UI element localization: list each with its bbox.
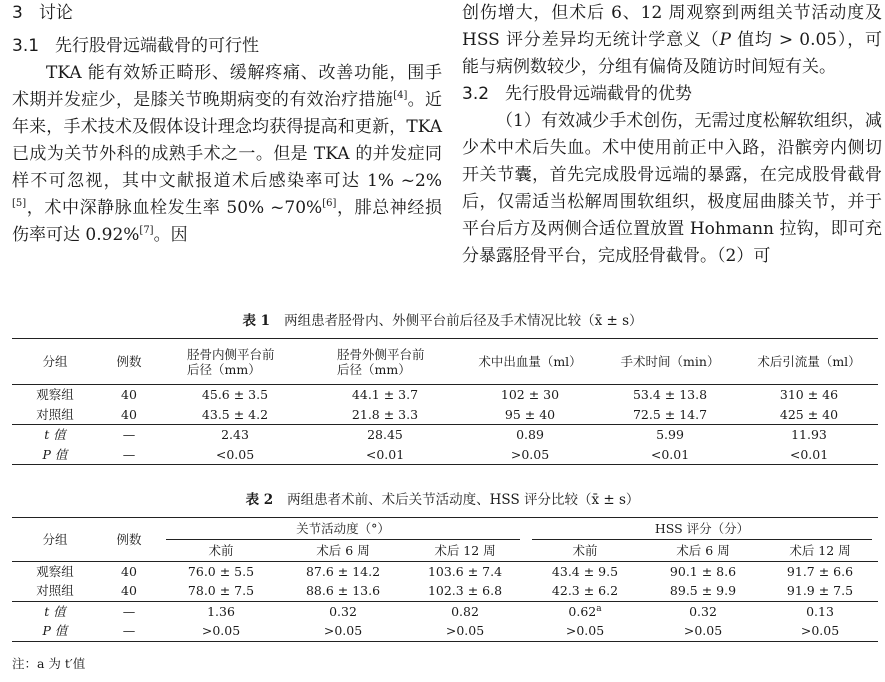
table2-label: 表 2 <box>245 492 274 508</box>
table-cell: 40 <box>121 563 137 579</box>
table-cell: 78.0 ± 7.5 <box>187 583 255 599</box>
paragraph-continued <box>462 0 882 81</box>
table-cell: >0.05 <box>644 621 762 641</box>
table-cell: 53.4 ± 13.8 <box>632 387 708 403</box>
table1 <box>12 338 878 465</box>
subsection-heading-3-1 <box>12 33 442 60</box>
subsection-title: 先行股骨远端截骨的优势 <box>505 84 693 104</box>
table-cell: >0.05 <box>460 445 600 465</box>
p-symbol: P <box>719 30 731 50</box>
table1-caption <box>0 312 885 330</box>
table-footnote: 注：a 为 t′值 <box>12 656 86 671</box>
table-cell: 102 ± 30 <box>500 387 560 403</box>
table2-caption <box>0 491 885 509</box>
table2-row-t-value <box>12 601 878 621</box>
table-cell: 76.0 ± 5.5 <box>187 563 255 579</box>
citation-4: [4] <box>393 90 408 101</box>
table2-header-cell: 术后 6 周 <box>644 540 762 561</box>
table-cell: 310 ± 46 <box>779 387 839 403</box>
table1-header-cell: 手术时间（min） <box>600 339 740 385</box>
table2-header-cell: 分组 <box>12 518 98 562</box>
table2-header-cell: 例数 <box>98 518 160 562</box>
paragraph-text: 创伤增大，但术后 6、12 周观察到两组关节活动度及 HSS 评分差异均无统计学意义（ <box>462 3 882 50</box>
table-cell: <0.01 <box>600 445 740 465</box>
table1-header-cell: 例数 <box>98 339 160 385</box>
table2-row-control <box>12 581 878 601</box>
table-cell: 40 <box>121 406 137 422</box>
table-cell: >0.05 <box>160 621 282 641</box>
table2-header-group-rom: 关节活动度（°） <box>160 518 526 541</box>
table-cell: 88.6 ± 13.6 <box>305 583 381 599</box>
table1-header-row <box>12 339 878 385</box>
table2-header-cell: 术前 <box>526 540 644 561</box>
table-cell: 0.32 <box>282 601 404 621</box>
table-cell: 425 ± 40 <box>779 406 839 422</box>
table-cell: 72.5 ± 14.7 <box>632 406 708 422</box>
section-title: 讨论 <box>38 3 73 23</box>
table-cell: 40 <box>121 583 137 599</box>
table2-header-cell: 术后 12 周 <box>404 540 526 561</box>
table-cell: <0.01 <box>310 445 460 465</box>
table1-header-cell: 分组 <box>12 339 98 385</box>
table-cell: 0.82 <box>404 601 526 621</box>
right-text-column <box>462 0 882 270</box>
table-cell: 5.99 <box>600 425 740 445</box>
table-cell: — <box>98 425 160 445</box>
table-cell: t 值 <box>12 601 98 621</box>
subsection-heading-3-2 <box>462 81 882 108</box>
table-cell: 102.3 ± 6.8 <box>427 583 503 599</box>
paragraph-advantages: （1）有效减少手术创伤，无需过度松解软组织，减少术中术后失血。术中使用前正中入路，沿髌旁内侧切开关节囊，首先完成股骨远端的暴露，在完成股骨截骨后，仅需适当松解周围软组织，极度屈曲膝关节，并于平台后方及两侧合适位置放置 Hohmann 拉钩，即可充分暴露胫骨平台，完成胫骨截骨。（2）可 <box>462 111 882 266</box>
footnote-marker-a: a <box>596 603 602 614</box>
table-cell: 0.13 <box>762 601 878 621</box>
table2-header-group-hss: HSS 评分（分） <box>526 518 878 541</box>
paragraph-text: 。因 <box>153 225 188 245</box>
table-cell: <0.01 <box>740 445 878 465</box>
table-cell: 对照组 <box>36 406 74 422</box>
citation-5: [5] <box>12 198 27 209</box>
table-cell: 43.4 ± 9.5 <box>551 563 619 579</box>
table1-header-cell: 术后引流量（ml） <box>740 339 878 385</box>
table-cell: 0.89 <box>460 425 600 445</box>
table-cell: 对照组 <box>36 583 74 599</box>
table-cell: 45.6 ± 3.5 <box>201 387 269 403</box>
table-cell: 0.32 <box>644 601 762 621</box>
paragraph-text: ，腓总神经损伤率可达 0.92% <box>12 198 442 245</box>
paragraph-text: 值均 > 0.05），可能与病例数较少，分组有偏倚及随访时间短有关。 <box>462 30 882 77</box>
citation-7: [7] <box>139 225 154 236</box>
table2-header-row-1 <box>12 518 878 541</box>
table-cell: — <box>98 601 160 621</box>
table1-row-control <box>12 405 878 425</box>
table-cell: 91.9 ± 7.5 <box>786 583 854 599</box>
table-cell: 11.93 <box>740 425 878 445</box>
table1-row-observation <box>12 385 878 405</box>
table-cell: <0.05 <box>160 445 310 465</box>
table2-header-cell: 术前 <box>160 540 282 561</box>
paragraph-text: ，术中深静脉血栓发生率 50% ~70% <box>26 198 323 218</box>
table-cell: 21.8 ± 3.3 <box>351 406 419 422</box>
table-cell: 91.7 ± 6.6 <box>786 563 854 579</box>
table-cell: 观察组 <box>36 387 74 403</box>
table1-header-cell: 术中出血量（ml） <box>460 339 600 385</box>
citation-6: [6] <box>322 198 337 209</box>
paragraph-text: 。近年来，手术技术及假体设计理念均获得提高和更新，TKA 已成为关节外科的成熟手术之一。但是 TKA 的并发症同样不可忽视，其中文献报道术后感染率可达 1% ~2% <box>12 90 443 191</box>
table-cell: 42.3 ± 6.2 <box>551 583 619 599</box>
table-cell: 43.5 ± 4.2 <box>201 406 269 422</box>
table1-header-cell: 胫骨内侧平台前后径（mm） <box>160 339 310 385</box>
table-cell: — <box>98 445 160 465</box>
table-cell: >0.05 <box>762 621 878 641</box>
table2-row-p-value <box>12 621 878 641</box>
table-cell: t 值 <box>12 425 98 445</box>
table2-title: 两组患者术前、术后关节活动度、HSS 评分比较（x̄ ± s） <box>287 492 640 508</box>
table-cell: >0.05 <box>404 621 526 641</box>
paragraph-text: TKA 能有效矫正畸形、缓解疼痛、改善功能，围手术期并发症少，是膝关节晚期病变的有效治疗措施 <box>12 63 442 110</box>
table1-label: 表 1 <box>242 313 271 329</box>
table-cell: 观察组 <box>36 563 74 579</box>
table-cell: P 值 <box>12 621 98 641</box>
table-cell: 87.6 ± 14.2 <box>305 563 381 579</box>
table-cell: >0.05 <box>526 621 644 641</box>
section-heading-discussion <box>12 0 442 27</box>
paragraph-feasibility <box>12 60 442 249</box>
table-cell: >0.05 <box>282 621 404 641</box>
left-text-column <box>12 0 442 249</box>
table-cell: 2.43 <box>160 425 310 445</box>
table-cell: 90.1 ± 8.6 <box>669 563 737 579</box>
table1-row-t-value <box>12 425 878 445</box>
table1-title: 两组患者胫骨内、外侧平台前后径及手术情况比较（x̄ ± s） <box>284 313 643 329</box>
table-cell: P 值 <box>12 445 98 465</box>
table-cell: 44.1 ± 3.7 <box>351 387 419 403</box>
table-cell: 103.6 ± 7.4 <box>427 563 503 579</box>
table2 <box>12 517 878 642</box>
table-cell: 0.62$^a$ <box>526 601 644 621</box>
table2-row-observation <box>12 561 878 581</box>
table-cell: 89.5 ± 9.9 <box>669 583 737 599</box>
table2-header-cell: 术后 6 周 <box>282 540 404 561</box>
table-cell: — <box>98 621 160 641</box>
table-cell: 95 ± 40 <box>504 406 556 422</box>
table-cell: 1.36 <box>160 601 282 621</box>
table1-row-p-value <box>12 445 878 465</box>
subsection-number: 3.1 <box>12 36 40 56</box>
subsection-number: 3.2 <box>462 84 490 104</box>
table-cell: 40 <box>121 387 137 403</box>
section-number: 3 <box>12 3 23 23</box>
table2-header-cell: 术后 12 周 <box>762 540 878 561</box>
table-cell: 28.45 <box>310 425 460 445</box>
table1-header-cell: 胫骨外侧平台前后径（mm） <box>310 339 460 385</box>
subsection-title: 先行股骨远端截骨的可行性 <box>55 36 260 56</box>
